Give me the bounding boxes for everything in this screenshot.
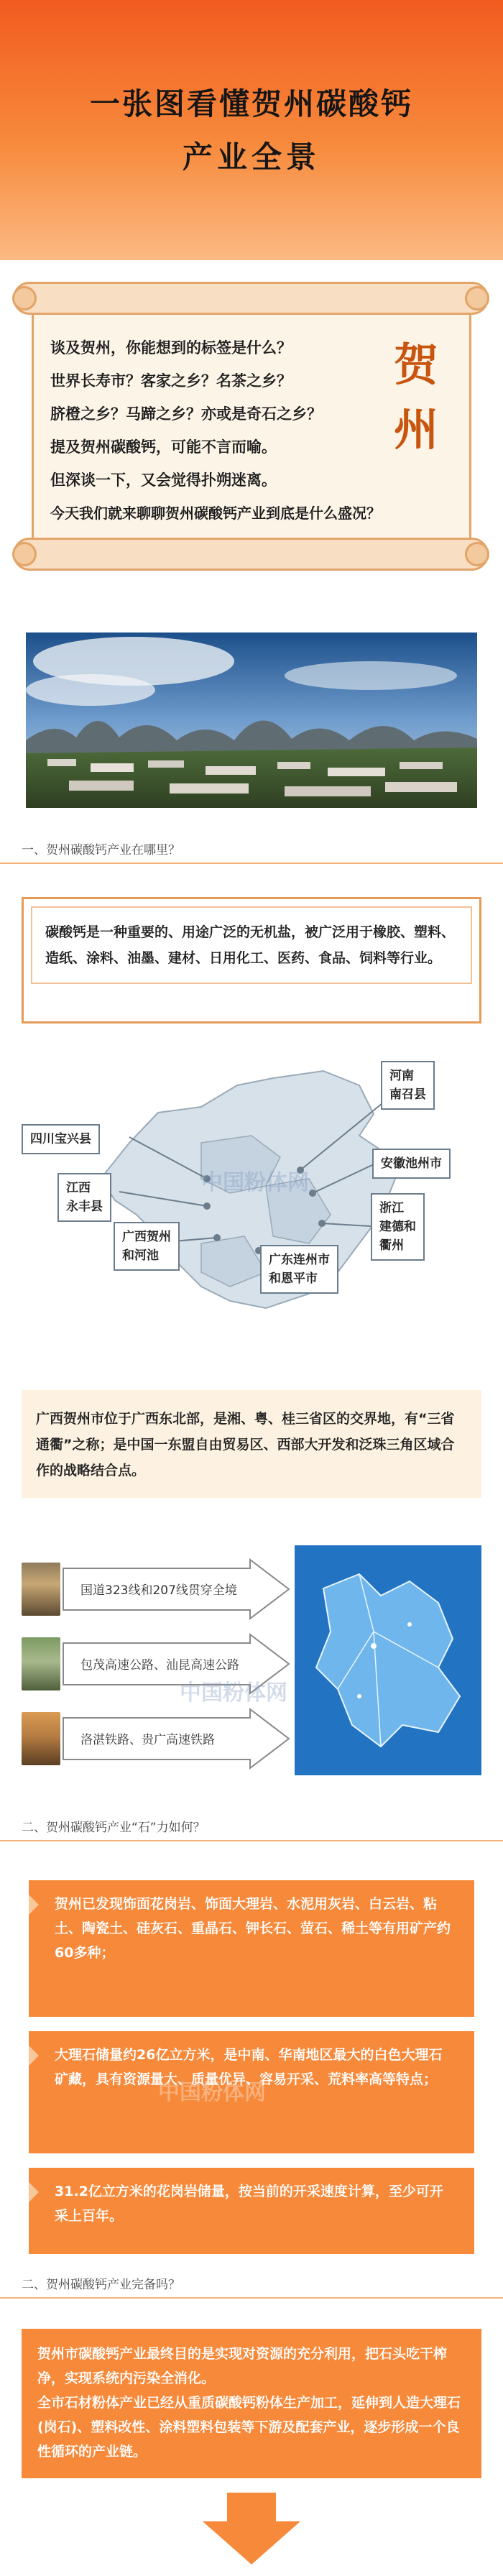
industry-chain-box: [22, 2329, 481, 2478]
city-label-line: 南召县: [389, 1087, 426, 1102]
header-banner: [0, 0, 503, 260]
watermark-text: 中国粉体网: [201, 1170, 309, 1195]
scroll-top-roll: [13, 282, 489, 315]
city-label-line: 江西: [66, 1181, 91, 1195]
industry-chain-text: 贺州市碳酸钙产业最终目的是实现对资源的充分利用，把石头吃干榨净，实现系统内污染全消化。: [37, 2346, 448, 2386]
resource-text: 大理石储量约26亿立方米，是中南、华南地区最大的白色大理石矿藏，具有资源量大、质量优异、容易开采、荒料率高等特点；: [55, 2047, 443, 2087]
resource-text: 31.2亿立方米的花岗岩储量，按当前的开采速度计算，至少可开采上百年。: [55, 2184, 443, 2224]
transport-text: 包茂高速公路、汕昆高速公路: [80, 1658, 239, 1673]
city-label-henan: [381, 1061, 435, 1110]
section-divider: [0, 862, 503, 864]
notch-icon: [29, 1895, 39, 1915]
intro-line: 世界长寿市？客家之乡？名茶之乡？: [50, 372, 292, 390]
industry-chain-text: 全市石材粉体产业已经从重质碳酸钙粉体生产加工，延伸到人造大理石(岗石)、塑料改性、涂料塑料包装等下游及配套产业，逐步形成一个良性循环的产业链。: [37, 2395, 461, 2460]
intro-line: 今天我们就来聊聊贺州碳酸钙产业到底是什么盛况？: [50, 505, 381, 522]
side-char-zhou: 州: [394, 403, 439, 456]
expressway-photo: [22, 1637, 60, 1690]
transport-text: 国道323线和207线贯穿全境: [80, 1583, 237, 1598]
city-label-line: 和河池: [122, 1248, 159, 1263]
transport-text: 洛湛铁路、贵广高速铁路: [80, 1733, 215, 1747]
intro-line: 谈及贺州，你能想到的标签是什么？: [50, 339, 292, 356]
city-label-line: 建德和: [379, 1220, 416, 1234]
scroll-curl-icon: [12, 286, 37, 310]
city-label-line: 广西贺州: [122, 1230, 171, 1244]
city-label-jiangxi: [57, 1173, 111, 1222]
china-distribution-map: [22, 1057, 481, 1333]
intro-line: 提及贺州碳酸钙，可能不言而喻。: [50, 438, 277, 456]
notch-icon: [29, 2046, 39, 2066]
city-label-line: 浙江: [379, 1201, 404, 1215]
location-text-box: 广西贺州市位于广西东北部，是湘、粤、桂三省区的交界地，有“三省通衢”之称；是中国一东盟自由贸易区、西部大开发和泛珠三角区域合作的战略结合点。: [22, 1390, 481, 1498]
section-heading-resources: 二、贺州碳酸钙产业“石”力如何？: [22, 1821, 206, 1835]
section-divider: [0, 1840, 503, 1841]
railway-photo: [22, 1712, 60, 1765]
transport-row: [22, 1708, 287, 1770]
notch-icon: [29, 2182, 39, 2202]
intro-line: 脐橙之乡？马蹄之乡？亦或是奇石之乡？: [50, 405, 322, 423]
city-label-line: 广东连州市: [269, 1253, 330, 1267]
scroll-curl-icon: [465, 286, 489, 310]
city-label-line: 衢州: [379, 1238, 404, 1253]
karst-landscape-photo: [26, 632, 477, 808]
hezhou-region-map: [295, 1545, 481, 1775]
resource-item: [29, 1880, 474, 2017]
resource-text: 贺州已发现饰面花岗岩、饰面大理岩、水泥用灰岩、白云岩、粘土、陶瓷土、硅灰石、重晶石、钾长石、萤石、稀土等有用矿产约60多种；: [55, 1896, 451, 1961]
resource-list: [29, 1880, 474, 2268]
intro-line: 但深谈一下，又会觉得扑朔迷离。: [50, 471, 277, 489]
definition-text: 碳酸钙是一种重要的、用途广泛的无机盐，被广泛用于橡胶、塑料、造纸、涂料、油墨、建材、日用化工、医药、食品、饲料等行业。: [31, 906, 472, 984]
city-label-zhejiang: [371, 1193, 425, 1261]
city-label-sichuan: 四川宝兴县: [22, 1124, 100, 1154]
down-arrow-icon: [203, 2493, 300, 2564]
definition-box: [22, 897, 481, 1024]
city-label-line: 永丰县: [66, 1200, 103, 1214]
section-divider: [0, 2297, 503, 2299]
page-title-line2: 产业全景: [182, 139, 320, 175]
scroll-curl-icon: [465, 542, 489, 566]
watermark-text: 中国粉体网: [158, 2080, 266, 2105]
city-label-anhui: 安徽池州市: [372, 1149, 451, 1179]
city-label-guangxi: [114, 1222, 180, 1271]
resource-item: [29, 2168, 474, 2254]
city-label-line: 和恩平市: [269, 1271, 318, 1286]
watermark-text: 中国粉体网: [180, 1680, 287, 1706]
city-label-line: 河南: [389, 1069, 414, 1083]
transport-row: [22, 1558, 287, 1620]
section-heading-industry-chain: 二、贺州碳酸钙产业完备吗？: [22, 2278, 180, 2292]
highway-photo: [22, 1563, 60, 1616]
scroll-curl-icon: [12, 542, 37, 566]
city-label-guangdong: [260, 1245, 338, 1294]
page-title-line1: 一张图看懂贺州碳酸钙: [89, 86, 413, 121]
side-char-he: 贺: [394, 339, 439, 391]
section-heading-location: 一、贺州碳酸钙产业在哪里？: [22, 843, 180, 857]
scroll-bottom-roll: [13, 538, 489, 571]
